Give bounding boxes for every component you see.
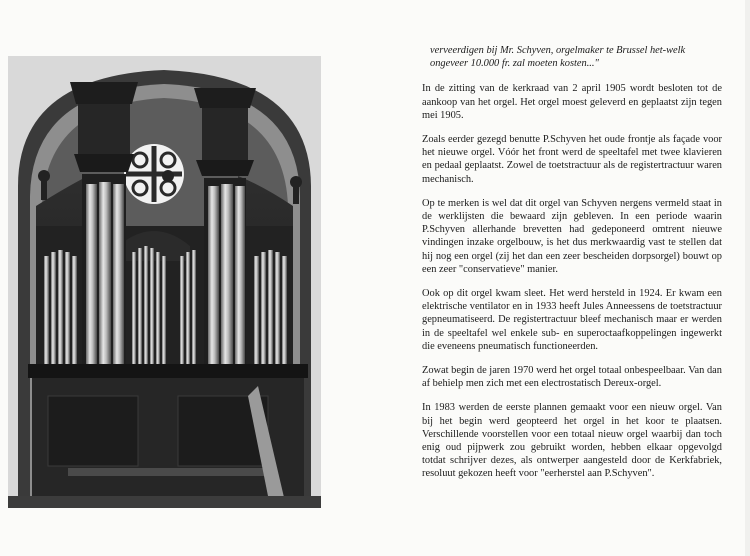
organ-photo-image (8, 56, 321, 508)
text-column (422, 44, 722, 492)
paragraph-1970-unplayable: Zowat begin de jaren 1970 werd het orgel totaal onbespeelbaar. Van dan af behielp men zich met een electrostatisch Dereux-orgel. (422, 365, 722, 390)
page-edge (745, 0, 750, 556)
paragraph-repair-1924: Ook op dit orgel kwam sleet. Het werd hersteld in 1924. Er kwam een elektrische ventilator en in 1933 heeft Jules Anneessens de toetstractuur gepneumatiseerd. De registertractuur bleef mechanisch maar er werden in de speeltafel wel enkele sub- en superoctaafkoppelingen ingewerkt die eveneens pneumatisch functioneerden. (422, 288, 722, 352)
paragraph-1983-plans: In 1983 werden de eerste plannen gemaakt voor een nieuw orgel. Van bij het begin werd geopteerd het orgel in het koor te plaatsen. Verschillende voorstellen voor een totaal nieuw orgel waarbij dan toch enig oud pijpwerk zou gebruikt worden, hebben elkaar opgevolgd totdat schrijver dezes, als ontwerper aangesteld door de Kerkfabriek, resoluut gekozen heeft voor "eerherstel aan P.Schyven". (422, 402, 722, 480)
paragraph-schyven-conservative: Op te merken is wel dat dit orgel van Schyven nergens vermeld staat in de werklijsten die bewaard zijn gebleven. In een periode waarin P.Schyven allerhande brevetten had gedeponeerd omtrent nieuwe vindingen inzake orgelbouw, is het dus merkwaardig vast te stellen dat hij nog een orgel (zij het dan een zeer bescheiden dorpsorgel) bouwt op een zeer "conservatieve" manier. (422, 197, 722, 275)
paragraph-facade: Zoals eerder gezegd benutte P.Schyven het oude frontje als façade voor het nieuwe orgel. Vóór het front werd de speeltafel met twee klavieren en pedaal geplaatst. Zowel de toetstractuur als de registertractuur waren mechanisch. (422, 134, 722, 185)
organ-photo (8, 56, 321, 508)
paragraph-purchase-1905: In de zitting van de kerkraad van 2 april 1905 wordt besloten tot de aankoop van het orgel. Het orgel moest geleverd en geplaatst zijn tegen mei 1905. (422, 83, 722, 121)
quote-text: verveerdigen bij Mr. Schyven, orgelmaker te Brussel het-welk ongeveer 10.000 fr. zal moeten kosten..." (430, 45, 686, 70)
